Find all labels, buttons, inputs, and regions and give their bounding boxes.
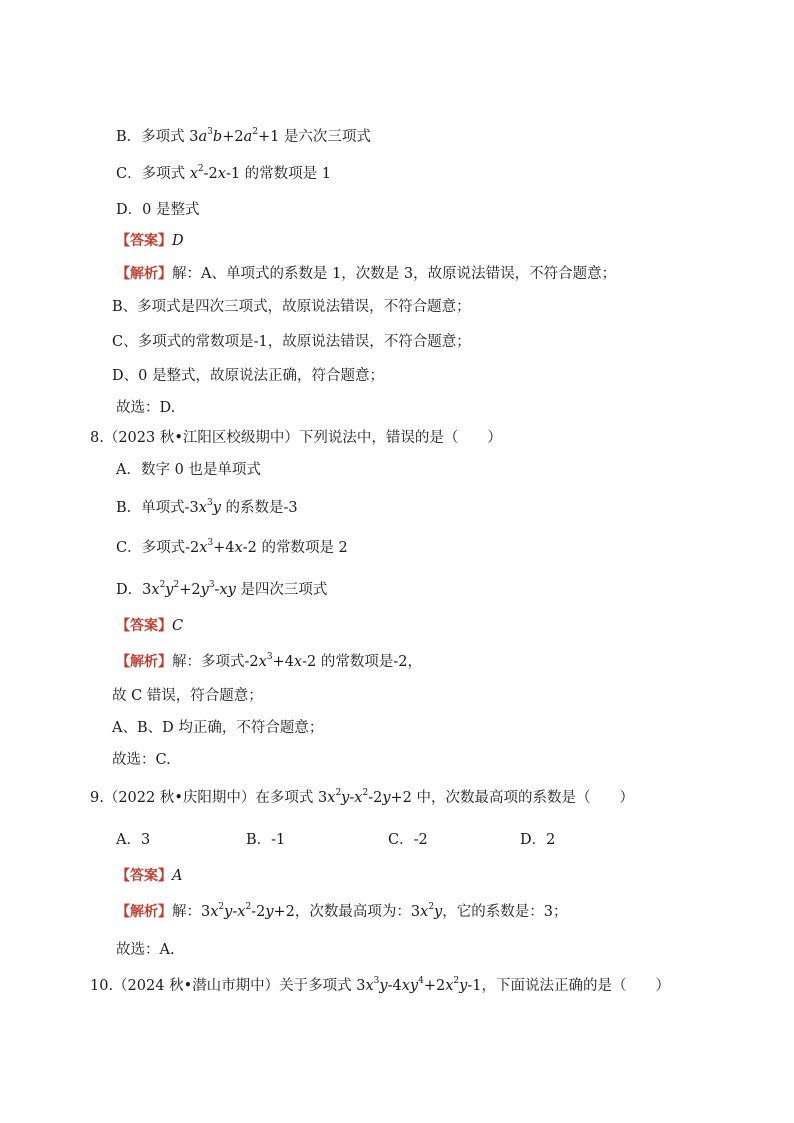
q8-analysis-line-2: 故 C 错误，符合题意；: [112, 688, 263, 704]
q7-conclusion: 故选：D.: [116, 400, 176, 416]
q8-option-b: B．单项式$-3x^3y$ 的系数是-3: [116, 498, 298, 516]
q9-option-c: C．-2: [388, 832, 428, 848]
q7-option-d: D．0 是整式: [116, 202, 200, 218]
q7-option-c-expression: $x^2-2x-1$: [189, 164, 241, 182]
q8-analysis-line-1: 【解析】解：多项式$-2x^3+4x-2$ 的常数项是-2，: [116, 652, 422, 670]
q10-stem-expression: $3x^3y-4xy^4+2x^2y-1$: [356, 976, 482, 994]
analysis-tag: 【解析】: [116, 654, 172, 670]
q8-conclusion: 故选：C.: [112, 752, 171, 768]
q9-answer: 【答案】A: [116, 868, 183, 884]
q8-option-a: A．数字 0 也是单项式: [116, 462, 261, 478]
q8-stem: 8.（2023 秋•江阳区校级期中）下列说法中，错误的是（ ）: [90, 430, 502, 446]
analysis-tag: 【解析】: [116, 904, 172, 920]
q8-answer: 【答案】C: [116, 618, 184, 634]
q7-option-c: C．多项式 $x^2-2x-1$ 的常数项是 1: [116, 164, 332, 182]
q8-option-b-expression: $-3x^3y$: [184, 498, 221, 516]
q9-option-b: B．-1: [246, 832, 286, 848]
q10-stem: 10.（2024 秋•潜山市期中）关于多项式 $3x^3y-4xy^4+2x^2y-1$，下面说法正确的是（ ）: [90, 976, 670, 994]
q9-conclusion: 故选：A.: [116, 942, 175, 958]
q8-analysis-line-3: A、B、D 均正确，不符合题意；: [112, 720, 324, 736]
q9-option-a: A．3: [116, 832, 151, 848]
q8-option-d: D．$3x^2y^2+2y^3-xy$ 是四次三项式: [116, 580, 328, 598]
q8-option-c: C．多项式$-2x^3+4x-2$ 的常数项是 2: [116, 538, 348, 556]
q8-option-c-expression: $-2x^3+4x-2$: [185, 538, 257, 556]
answer-tag: 【答案】: [116, 618, 172, 634]
q9-analysis-expression: $3x^2y-x^2-2y+2$: [201, 902, 295, 920]
q9-highest-term: $3x^2y$: [410, 902, 443, 920]
analysis-tag: 【解析】: [116, 266, 172, 282]
q9-analysis-line-1: 【解析】解：$3x^2y-x^2-2y+2$，次数最高项为：$3x^2y$，它的系数是：3；: [116, 902, 568, 920]
q9-stem: 9.（2022 秋•庆阳期中）在多项式 $3x^2y-x^2-2y+2$ 中，次数最高项的系数是（ ）: [90, 788, 635, 806]
q7-analysis-line-3: C、多项式的常数项是-1，故原说法错误，不符合题意；: [112, 334, 471, 350]
q8-analysis-expression: $-2x^3+4x-2$: [244, 652, 317, 670]
answer-tag: 【答案】: [116, 868, 172, 884]
q7-option-b: B．多项式 $3a^3b+2a^2+1$ 是六次三项式: [116, 127, 371, 145]
q9-option-d: D．2: [520, 832, 556, 848]
q7-answer: 【答案】D: [116, 233, 184, 249]
answer-tag: 【答案】: [116, 233, 172, 249]
q7-analysis-line-4: D、0 是整式，故原说法正确，符合题意；: [112, 368, 384, 384]
q9-stem-expression: $3x^2y-x^2-2y+2$: [318, 788, 412, 806]
q7-analysis-line-1: 【解析】解：A、单项式的系数是 1，次数是 3，故原说法错误，不符合题意；: [116, 266, 617, 282]
q8-option-d-expression: $3x^2y^2+2y^3-xy$: [142, 580, 236, 598]
q7-option-b-expression: $3a^3b+2a^2+1$: [189, 127, 280, 145]
q7-analysis-line-2: B、多项式是四次三项式，故原说法错误，不符合题意；: [112, 299, 471, 315]
